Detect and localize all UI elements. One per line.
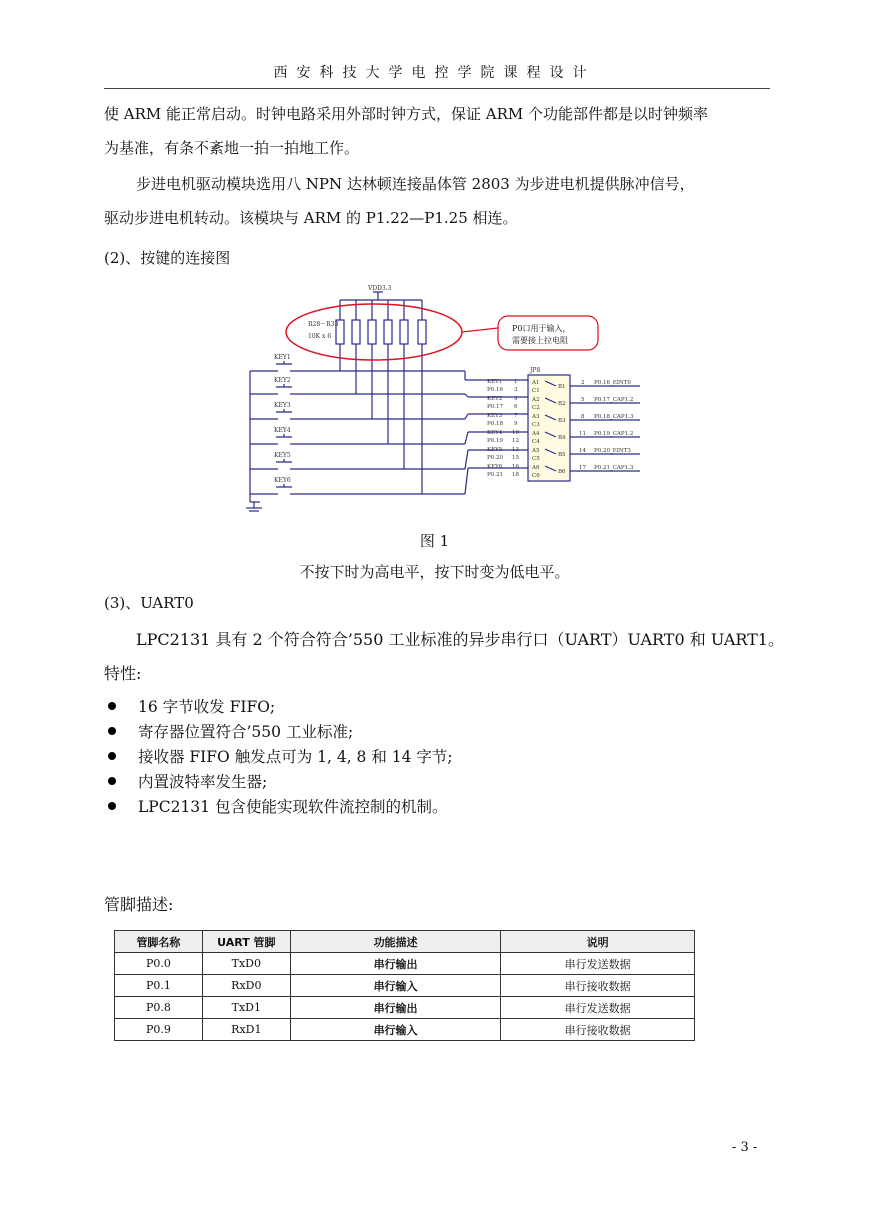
table-cell: 串行接收数据: [501, 975, 695, 997]
key-label: KEY4: [274, 427, 291, 434]
pin-number: 1: [514, 379, 518, 385]
pin-label: P0.21_CAP1.3: [594, 465, 634, 471]
pin-label: KEY3: [487, 413, 503, 419]
uart-intro: LPC2131 具有 2 个符合符合’550 工业标准的异步串行口（UART）UART0 和 UART1。: [136, 630, 784, 649]
column-header: 功能描述: [290, 931, 501, 953]
b-label: B4: [558, 435, 566, 441]
table-cell: 串行接收数据: [501, 1019, 695, 1041]
feature-item: [108, 769, 267, 793]
switch-label: A2: [532, 397, 540, 403]
pin-label: KEY6: [487, 464, 503, 470]
paragraph-line: 驱动步进电机转动。该模块与 ARM 的 P1.22—P1.25 相连。: [104, 209, 518, 227]
switch-label: C6: [532, 473, 540, 479]
feature-item: [108, 794, 447, 818]
pin-label: P0.16: [487, 387, 503, 393]
column-header: 管脚名称: [115, 931, 203, 953]
pin-number: 18: [512, 472, 519, 478]
switch-label: C4: [532, 439, 540, 445]
table-cell: 串行输入: [290, 975, 501, 997]
switch-label: A3: [532, 414, 540, 420]
table-row: [115, 953, 695, 975]
key-label: KEY3: [274, 402, 291, 409]
column-header: UART 管脚: [202, 931, 290, 953]
pin-label: KEY1: [487, 379, 503, 385]
pin-label: KEY2: [487, 396, 503, 402]
switch-label: A5: [532, 448, 540, 454]
b-label: B2: [558, 401, 566, 407]
pin-number: 8: [581, 414, 585, 420]
pin-number: 16: [512, 464, 519, 470]
pin-number: 6: [514, 404, 518, 410]
table-cell: P0.9: [115, 1019, 203, 1041]
pin-description-title: 管脚描述:: [104, 895, 174, 914]
b-label: B3: [558, 418, 566, 424]
switch-label: C2: [532, 405, 540, 411]
pin-number: 13: [512, 447, 519, 453]
table-cell: 串行发送数据: [501, 953, 695, 975]
bullet-icon: [108, 727, 116, 735]
resistor-label: R28～R33: [308, 321, 339, 328]
key-circuit-diagram: [240, 280, 660, 518]
table-cell: RxD1: [202, 1019, 290, 1041]
pin-number: 4: [514, 396, 518, 402]
b-label: B1: [558, 384, 566, 390]
switch-label: A4: [532, 431, 540, 437]
bullet-icon: [108, 802, 116, 810]
feature-text: 寄存器位置符合’550 工业标准;: [138, 723, 354, 741]
pin-label: P0.20: [487, 455, 503, 461]
pin-label: KEY5: [487, 447, 503, 453]
pin-table: [114, 930, 695, 1041]
switch-label: C5: [532, 456, 540, 462]
table-cell: P0.0: [115, 953, 203, 975]
pin-number: 11: [579, 431, 586, 437]
feature-text: LPC2131 包含使能实现软件流控制的机制。: [138, 798, 448, 816]
feature-item: [108, 719, 353, 743]
b-label: B5: [558, 452, 566, 458]
feature-text: 16 字节收发 FIFO;: [138, 698, 276, 716]
switch-label: A1: [532, 380, 540, 386]
resistor-value-label: 10K x 6: [308, 333, 332, 340]
pin-label: KEY4: [487, 430, 503, 436]
pin-number: 14: [579, 448, 586, 454]
feature-item: [108, 694, 275, 718]
switch-label: C1: [532, 388, 540, 394]
features-title: 特性:: [104, 664, 142, 683]
table-cell: 串行发送数据: [501, 997, 695, 1019]
figure-caption: 图 1: [419, 532, 450, 550]
pin-label: P0.17_CAP1.2: [594, 397, 634, 403]
pin-label: P0.17: [487, 404, 503, 410]
pin-number: 7: [514, 413, 518, 419]
paragraph-line: 为基准，有条不紊地一拍一拍地工作。: [104, 139, 360, 157]
callout-text: P0口用于输入，: [512, 324, 571, 333]
table-cell: RxD0: [202, 975, 290, 997]
pin-number: 12: [512, 438, 519, 444]
table-cell: 串行输出: [290, 953, 501, 975]
switch-label: A6: [532, 465, 540, 471]
section-heading-uart: (3)、UART0: [104, 594, 194, 612]
table-row: [115, 997, 695, 1019]
vdd-label: VDD3.3: [368, 285, 392, 292]
pin-label: P0.19: [487, 438, 503, 444]
bullet-icon: [108, 752, 116, 760]
table-header-row: [115, 931, 695, 953]
pin-number: 9: [514, 421, 518, 427]
table-cell: TxD0: [202, 953, 290, 975]
key-label: KEY5: [274, 452, 291, 459]
feature-item: [108, 744, 453, 768]
pin-label: P0.18_CAP1.3: [594, 414, 634, 420]
pin-label: P0.19_CAP1.2: [594, 431, 634, 437]
feature-text: 接收器 FIFO 触发点可为 1, 4, 8 和 14 字节;: [138, 748, 453, 766]
pin-number: 10: [512, 430, 519, 436]
pin-label: P0.16_EINT0: [594, 380, 631, 386]
pin-number: 2: [581, 380, 585, 386]
header-divider: [104, 88, 770, 89]
key-label: KEY1: [274, 354, 291, 361]
section-heading-keys: (2)、按键的连接图: [104, 249, 231, 267]
table-cell: P0.8: [115, 997, 203, 1019]
bullet-icon: [108, 702, 116, 710]
pin-number: 5: [581, 397, 585, 403]
pin-label: P0.20_EINT3: [594, 448, 631, 454]
key-label: KEY6: [274, 477, 291, 484]
pin-number: 15: [512, 455, 519, 461]
paragraph-line: 步进电机驱动模块选用八 NPN 达林顿连接晶体管 2803 为步进电机提供脉冲信号，: [136, 175, 695, 193]
callout-text: 需要接上拉电阻: [512, 336, 568, 345]
page-number: - 3 -: [732, 1140, 758, 1155]
switch-label: C3: [532, 422, 540, 428]
pin-number: 17: [579, 465, 586, 471]
pin-number: 3: [514, 387, 518, 393]
figure-note: 不按下时为高电平，按下时变为低电平。: [299, 563, 570, 581]
connector-label: JP8: [530, 367, 541, 374]
bullet-icon: [108, 777, 116, 785]
table-cell: 串行输出: [290, 997, 501, 1019]
table-cell: P0.1: [115, 975, 203, 997]
table-row: [115, 975, 695, 997]
b-label: B6: [558, 469, 566, 475]
page-header: 西安科技大学电控学院课程设计: [273, 65, 596, 81]
pin-label: P0.18: [487, 421, 503, 427]
table-row: [115, 1019, 695, 1041]
feature-text: 内置波特率发生器;: [138, 773, 268, 791]
table-cell: 串行输入: [290, 1019, 501, 1041]
paragraph-line: 使 ARM 能正常启动。时钟电路采用外部时钟方式，保证 ARM 个功能部件都是以时钟频率: [104, 105, 709, 123]
pin-label: P0.21: [487, 472, 503, 478]
key-label: KEY2: [274, 377, 291, 384]
table-cell: TxD1: [202, 997, 290, 1019]
column-header: 说明: [501, 931, 695, 953]
